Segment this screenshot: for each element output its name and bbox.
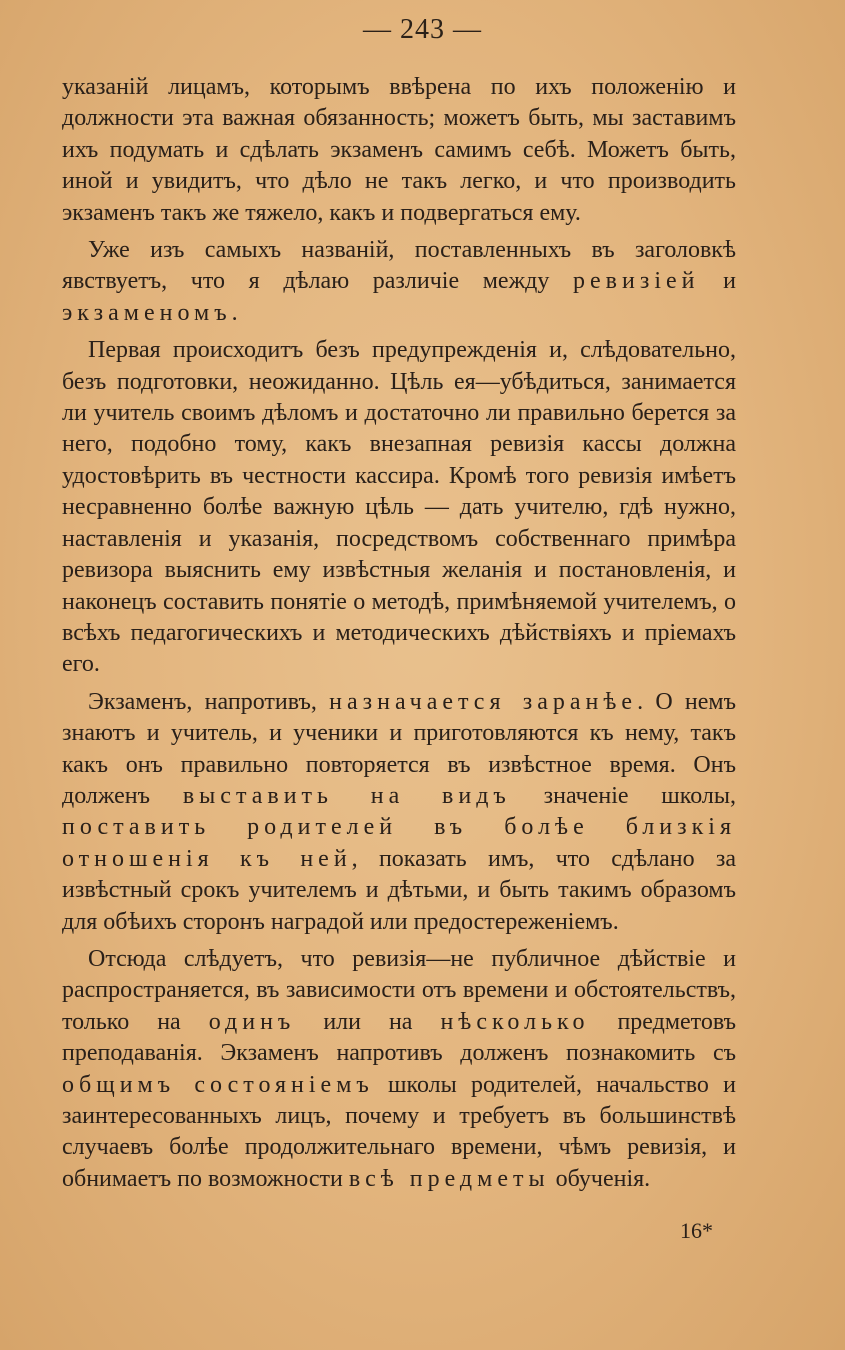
paragraph <box>62 944 736 1195</box>
emphasized-text: одинъ <box>208 1008 296 1035</box>
text-segment: школы родителей, начальство и заинтересованныхъ лицъ, почему и требуетъ въ большинствѣ случаевъ болѣе продолжительнаго времени, чѣмъ ревизія, и обнимаетъ по возможности <box>62 1071 736 1192</box>
signature-mark: 16* <box>680 1218 713 1243</box>
paragraph <box>62 72 736 229</box>
paragraph <box>62 235 736 329</box>
text-segment: Первая происходитъ безъ предупрежденія и, слѣдовательно, безъ подготовки, неожиданно. Цѣль ея—убѣдиться, занимается ли учитель своимъ дѣломъ и достаточно ли правильно берется за него, подобно тому, какъ внезапная ревизія кассы должна удостовѣрить въ честности кассира. Кромѣ того ревизія имѣетъ несравненно болѣе важную цѣль — дать учителю, гдѣ нужно, наставленія и указанія, посредствомъ собственнаго примѣра ревизора выяснить ему извѣстныя желанія и постановленія, и наконецъ составить понятіе о методѣ, примѣняемой учителемъ, о всѣхъ педагогическихъ и методическихъ дѣйствіяхъ и пріемахъ его. <box>62 337 736 678</box>
emphasized-text: экзаменомъ <box>62 299 232 326</box>
text-segment: предметовъ преподаванія. Экзаменъ напротивъ долженъ познакомить съ <box>62 1008 737 1067</box>
text-segment: указаній лицамъ, которымъ ввѣрена по ихъ положенію и должности эта важная обязанность; можетъ быть, мы заставимъ ихъ подумать и сдѣлать экзаменъ самимъ себѣ. Можетъ быть, иной и увидитъ, что дѣло не такъ легко, и что производить экзаменъ такъ же тяжело, какъ и подвергаться ему. <box>62 74 736 226</box>
text-segment: , показать имъ, что сдѣлано за извѣстный срокъ учителемъ и дѣтьми, и быть такимъ образомъ для обѣихъ сторонъ наградой или предостереженіемъ. <box>62 845 736 935</box>
text-segment: . О немъ знаютъ и учитель, и ученики и приготовляются къ нему, такъ какъ онъ правильно повторяется въ извѣстное время. Онъ долженъ <box>62 688 737 809</box>
text-segment: обученія. <box>549 1165 651 1192</box>
emphasized-text: выставить на видъ <box>182 782 511 809</box>
text-segment: Экзаменъ, напротивъ, <box>88 688 330 715</box>
paragraph <box>62 335 736 680</box>
page-number: — 243 — <box>363 14 482 45</box>
emphasized-text: общимъ состояніемъ <box>62 1071 374 1098</box>
emphasized-text: назначается заранѣе <box>329 688 638 715</box>
text-segment: и <box>699 268 736 295</box>
emphasized-text: ревизіей <box>573 268 700 295</box>
emphasized-text: всѣ предметы <box>348 1165 550 1192</box>
text-segment: Отсюда слѣдуетъ, что ревизія—не публичное дѣйствіе и распространяется, въ зависимости отъ времени и обстоятельствъ, только на <box>62 945 736 1035</box>
emphasized-text: поставить родителей въ болѣе близкія отношенія къ ней <box>62 814 736 872</box>
text-segment: значеніе школы, <box>510 782 737 809</box>
emphasized-text: нѣсколько <box>440 1008 590 1035</box>
text-segment: Уже изъ самыхъ названій, поставленныхъ въ заголовкѣ явствуетъ, что я дѣлаю различіе между <box>62 237 736 295</box>
text-segment: или на <box>295 1008 441 1035</box>
paragraph <box>62 687 736 938</box>
body-text <box>62 72 736 1201</box>
text-segment: . <box>231 299 238 326</box>
